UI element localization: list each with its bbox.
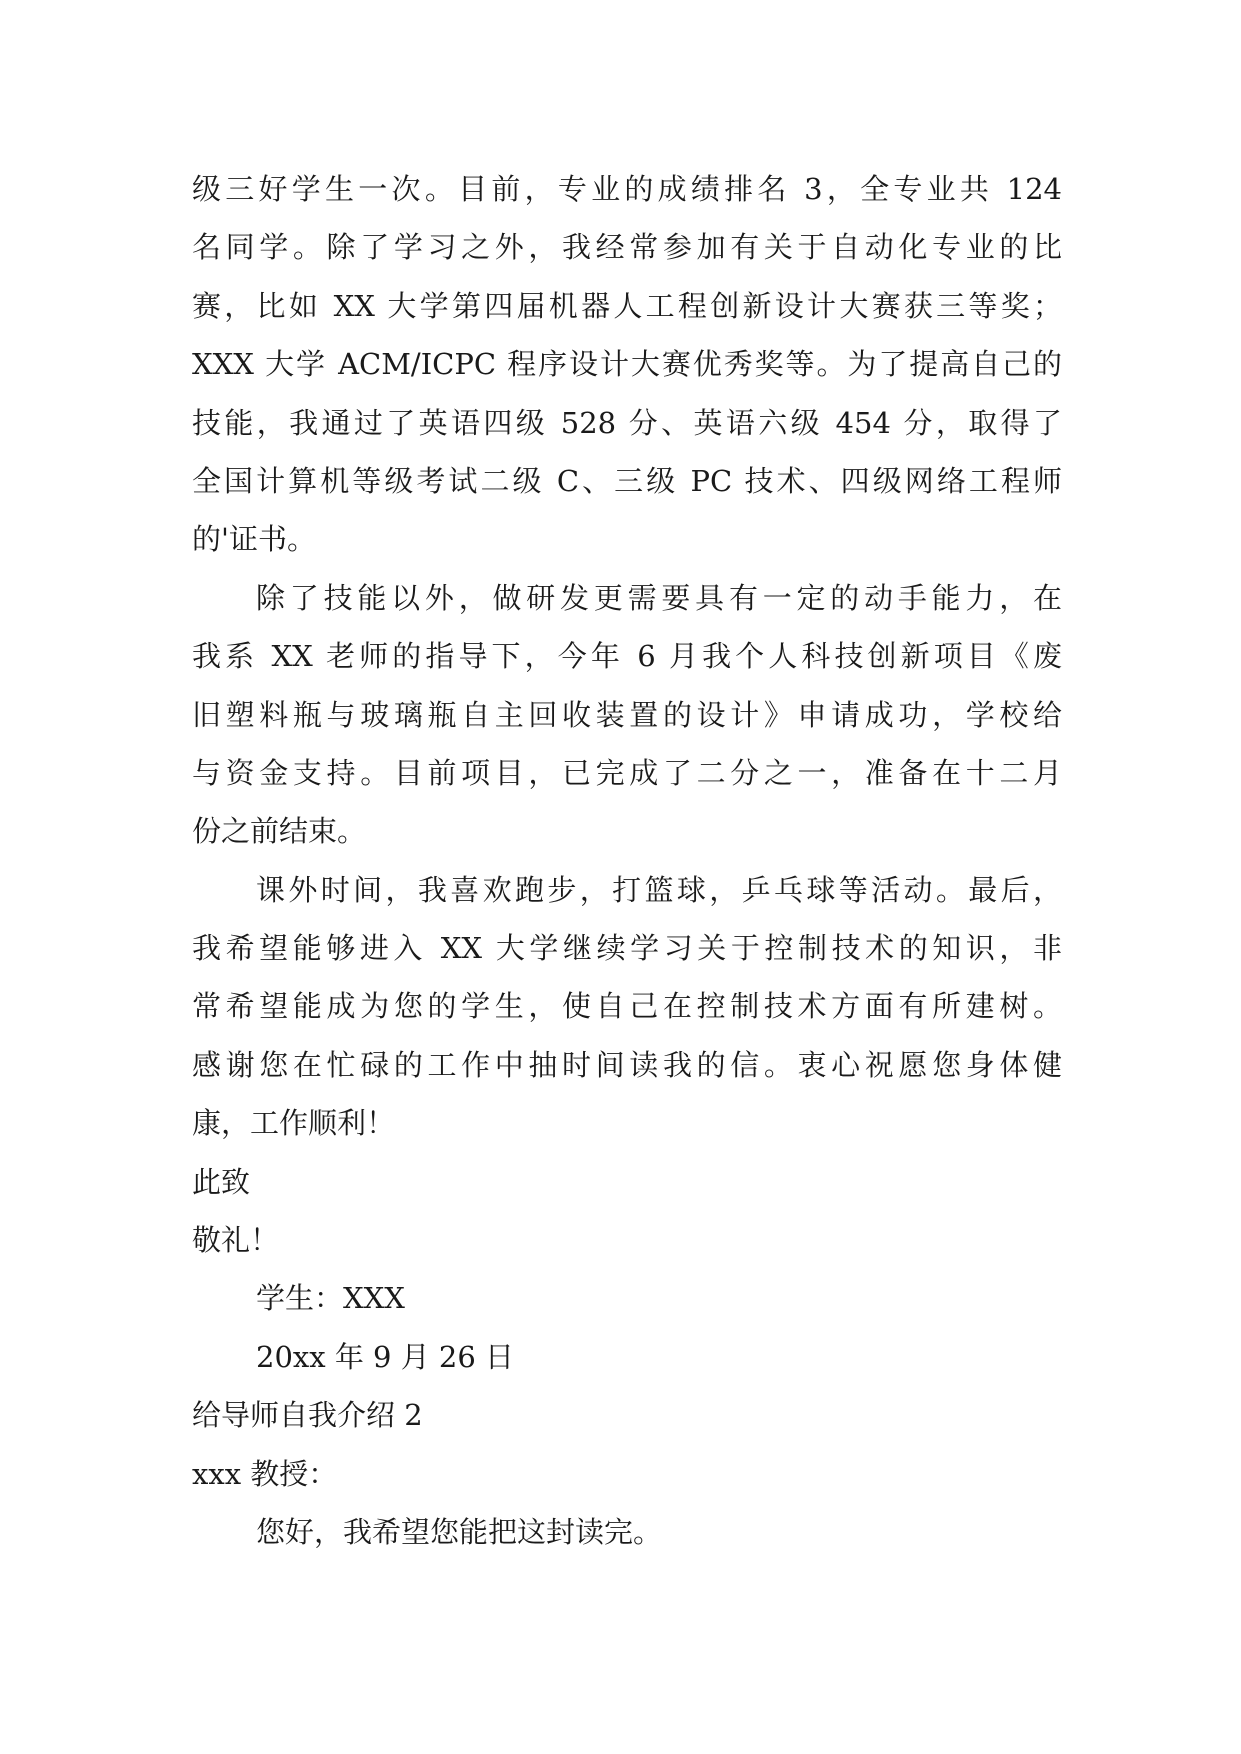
signature-line: 学生：XXX [256, 1281, 405, 1316]
text-line: 赛，比如 XX 大学第四届机器人工程创新设计大赛获三等奖； [192, 288, 1062, 323]
text-line: 我希望能够进入 XX 大学继续学习关于控制技术的知识，非 [192, 931, 1062, 966]
text-line: 感谢您在忙碌的工作中抽时间读我的信。衷心祝愿您身体健 [192, 1047, 1062, 1082]
text-line: XXX 大学 ACM/ICPC 程序设计大赛优秀奖等。为了提高自己的 [192, 347, 1062, 382]
paragraph-start-line: 课外时间，我喜欢跑步，打篮球，乒乓球等活动。最后， [256, 872, 1062, 907]
text-line: 康，工作顺利！ [192, 1106, 396, 1141]
closing-regards: 敬礼！ [192, 1223, 280, 1258]
text-line: 我系 XX 老师的指导下，今年 6 月我个人科技创新项目《废 [192, 639, 1062, 674]
text-line: 常希望能成为您的学生，使自己在控制技术方面有所建树。 [192, 989, 1062, 1024]
text-line: 的'证书。 [192, 522, 316, 557]
text-line: 全国计算机等级考试二级 C、三级 PC 技术、四级网络工程师 [192, 463, 1062, 498]
date-line: 20xx 年 9 月 26 日 [256, 1339, 515, 1374]
text-line: 旧塑料瓶与玻璃瓶自主回收装置的设计》申请成功，学校给 [192, 697, 1062, 732]
letter-body [192, 160, 1062, 1561]
text-line: 与资金支持。目前项目，已完成了二分之一，准备在十二月 [192, 755, 1062, 790]
text-line: 级三好学生一次。目前，专业的成绩排名 3，全专业共 124 [192, 172, 1062, 206]
text-line: 份之前结束。 [192, 814, 367, 849]
paragraph-start-line: 除了技能以外，做研发更需要具有一定的动手能力，在 [256, 580, 1062, 615]
text-line: 技能，我通过了英语四级 528 分、英语六级 454 分，取得了 [192, 405, 1062, 440]
section-title: 给导师自我介绍 2 [192, 1398, 423, 1433]
opening-line: 您好，我希望您能把这封读完。 [256, 1514, 663, 1549]
greeting-line: xxx 教授： [192, 1456, 338, 1491]
closing-salutation: 此致 [192, 1164, 251, 1199]
text-line: 名同学。除了学习之外，我经常参加有关于自动化专业的比 [192, 230, 1062, 265]
